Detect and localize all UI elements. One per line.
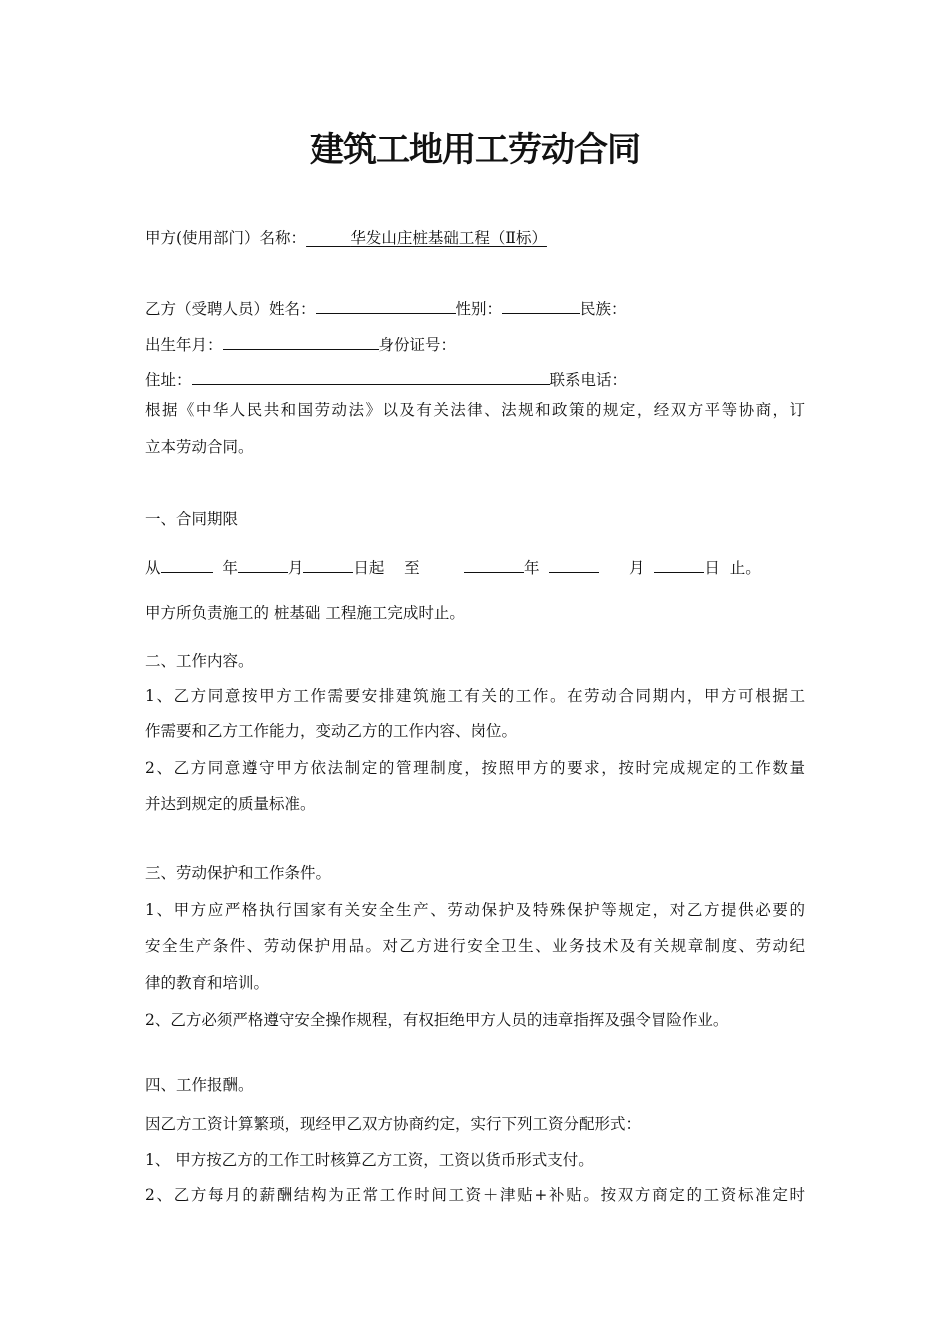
- intro-line: 根据《中华人民共和国劳动法》以及有关法律、法规和政策的规定，经双方平等协商，订: [145, 401, 805, 419]
- paragraph-line: 1、甲方应严格执行国家有关安全生产、劳动保护及特殊保护等规定，对乙方提供必要的: [145, 901, 805, 919]
- paragraph-line: 1、乙方同意按甲方工作需要安排建筑施工有关的工作。在劳动合同期内，甲方可根据工: [145, 687, 805, 705]
- party-a-label: 甲方(使用部门）名称：: [145, 229, 307, 247]
- day-to-label: 日: [704, 559, 720, 577]
- section-heading: 二、工作内容。: [145, 652, 254, 670]
- paragraph-line: 因乙方工资计算繁琐，现经甲乙双方协商约定，实行下列工资分配形式：: [145, 1115, 642, 1133]
- paragraph-line: 2、乙方必须严格遵守安全操作规程，有权拒绝甲方人员的违章指挥及强令冒险作业。: [145, 1011, 729, 1029]
- section-heading: 四、工作报酬。: [145, 1076, 254, 1094]
- phone-label: 联系电话：: [549, 371, 628, 389]
- birth-line: [145, 333, 456, 355]
- paragraph-line: 安全生产条件、劳动保护用品。对乙方进行安全卫生、业务技术及有关规章制度、劳动纪: [145, 937, 805, 955]
- birth-label: 出生年月：: [145, 336, 223, 354]
- paragraph-line: 2、乙方每月的薪酬结构为正常工作时间工资＋津贴+补贴。按双方商定的工资标准定时: [145, 1186, 805, 1204]
- start-day-blank[interactable]: [303, 556, 353, 573]
- month-label: 月: [287, 559, 304, 577]
- end-day-blank[interactable]: [654, 556, 704, 573]
- paragraph-line: 作需要和乙方工作能力，变动乙方的工作内容、岗位。: [145, 722, 518, 740]
- paragraph-line: 1、 甲方按乙方的工作工时核算乙方工资，工资以货币形式支付。: [145, 1151, 594, 1169]
- year-label: 年: [524, 559, 540, 577]
- start-month-blank[interactable]: [238, 556, 288, 573]
- ethnicity-label: 民族：: [580, 300, 627, 318]
- end-year-blank[interactable]: [464, 556, 524, 573]
- gender-blank[interactable]: [502, 297, 580, 314]
- start-year-blank[interactable]: [161, 556, 213, 573]
- to-label: 至: [404, 559, 420, 577]
- name-blank[interactable]: [316, 297, 456, 314]
- from-label: 从: [145, 559, 161, 577]
- name-label: 乙方（受聘人员）姓名：: [145, 300, 316, 318]
- end-label: 止。: [729, 559, 761, 577]
- birth-blank[interactable]: [223, 333, 379, 350]
- paragraph-line: 2、乙方同意遵守甲方依法制定的管理制度，按照甲方的要求，按时完成规定的工作数量: [145, 759, 805, 777]
- month-label: 月: [628, 559, 645, 577]
- year-label: 年: [222, 559, 238, 577]
- paragraph-line: 并达到规定的质量标准。: [145, 795, 316, 813]
- section-heading: 一、合同期限: [145, 510, 239, 528]
- term-line: 甲方所负责施工的 桩基础 工程施工完成时止。: [145, 604, 465, 622]
- document-title: 建筑工地用工劳动合同: [310, 130, 640, 170]
- party-a-value-text: 华发山庄桩基础工程（Ⅱ标）: [350, 229, 547, 247]
- address-line: [145, 368, 627, 390]
- party-b-name-line: [145, 297, 627, 319]
- gender-label: 性别：: [455, 300, 503, 318]
- party-a-line: [145, 228, 547, 248]
- end-month-blank[interactable]: [549, 556, 599, 573]
- day-from-label: 日起: [353, 559, 385, 577]
- address-label: 住址：: [145, 371, 192, 389]
- intro-line: 立本劳动合同。: [145, 438, 254, 456]
- party-a-value: [306, 229, 547, 247]
- term-dates-line: [145, 556, 761, 578]
- paragraph-line: 律的教育和培训。: [145, 974, 270, 992]
- id-label: 身份证号：: [378, 336, 457, 354]
- section-heading: 三、劳动保护和工作条件。: [145, 864, 332, 882]
- address-blank[interactable]: [192, 368, 550, 385]
